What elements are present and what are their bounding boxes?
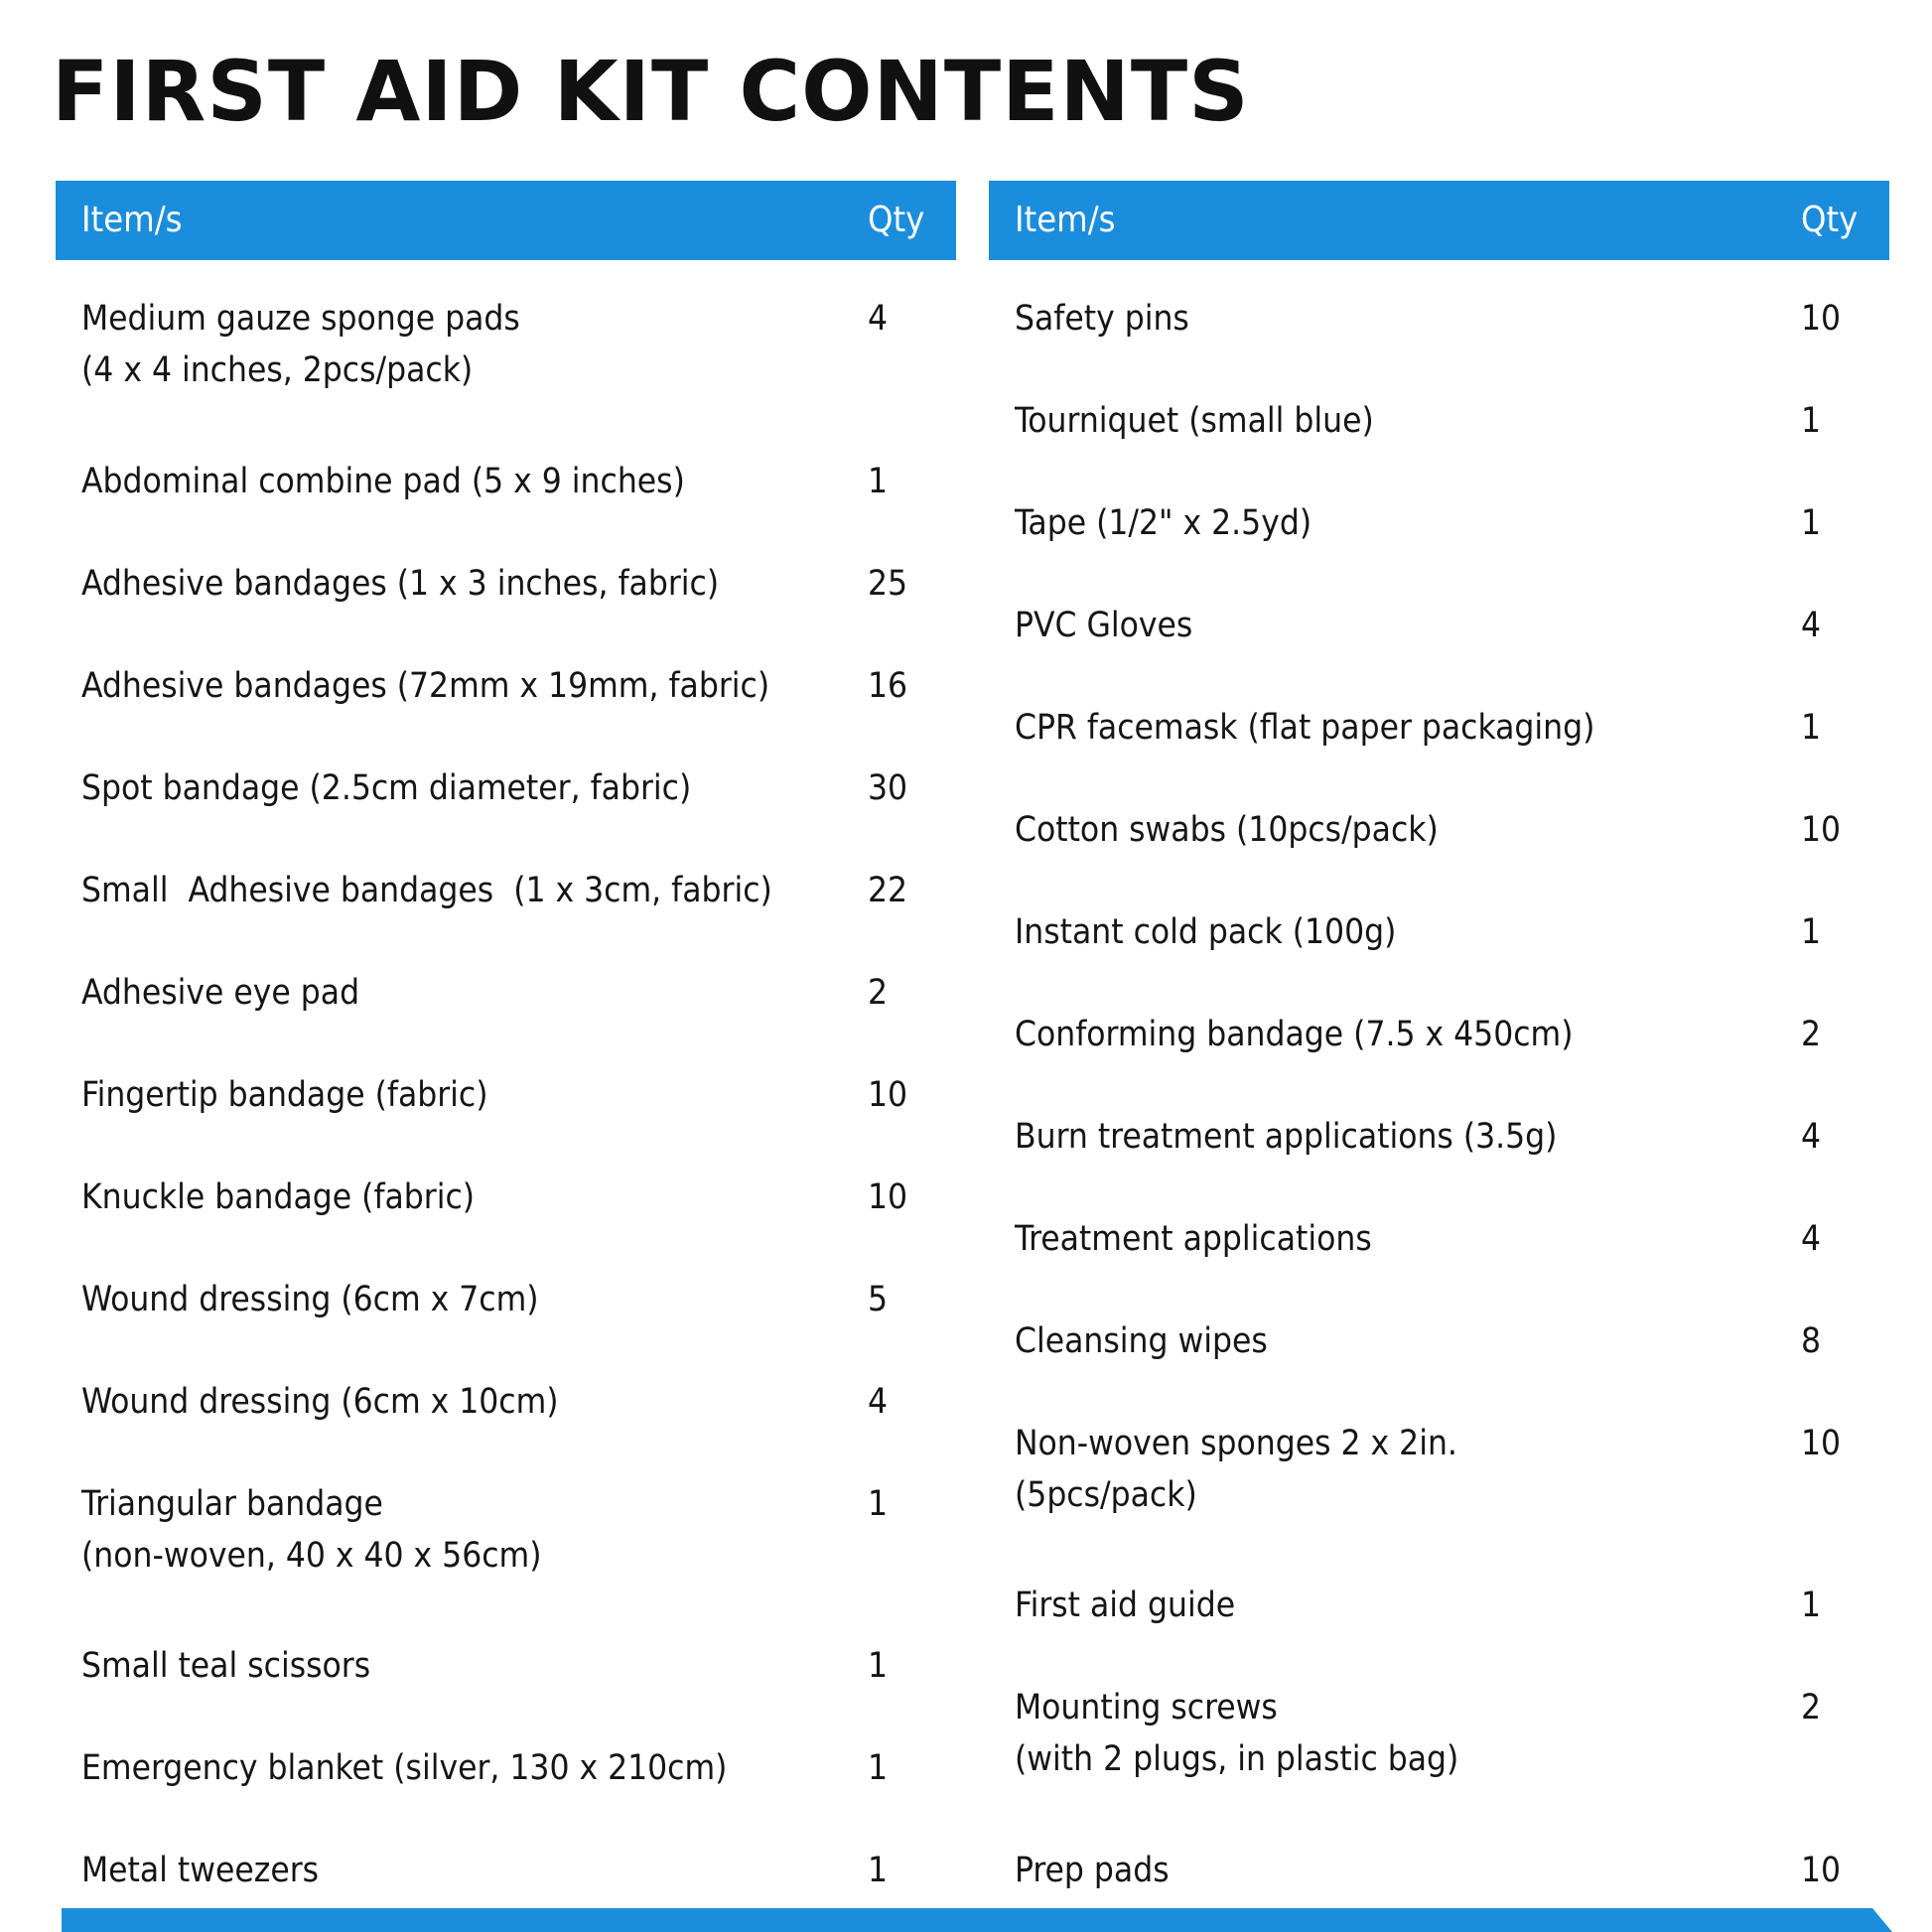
item-name: Tape (1/2" x 2.5yd) <box>1015 503 1312 543</box>
item-qty: 1 <box>868 1748 889 1788</box>
item-name: Metal tweezers <box>81 1851 320 1890</box>
item-qty: 10 <box>868 1177 908 1217</box>
item-name: Non-woven sponges 2 x 2in. (5pcs/pack) <box>1015 1424 1457 1515</box>
item-qty: 1 <box>1801 1586 1822 1625</box>
item-name: CPR facemask (flat paper packaging) <box>1015 708 1595 748</box>
kit-table-left <box>56 181 956 1890</box>
item-name: First aid guide <box>1015 1586 1236 1625</box>
item-qty: 4 <box>868 1382 889 1422</box>
item-name: Knuckle bandage (fabric) <box>81 1177 476 1217</box>
item-qty: 2 <box>868 973 889 1013</box>
item-name: Emergency blanket (silver, 130 x 210cm) <box>81 1748 728 1788</box>
item-name: Wound dressing (6cm x 10cm) <box>81 1382 559 1422</box>
item-name: Medium gauze sponge pads (4 x 4 inches, 2pcs/pack) <box>81 299 520 390</box>
column-header-item: Item/s <box>81 200 183 240</box>
column-header-qty: Qty <box>868 200 925 240</box>
item-name: Tourniquet (small blue) <box>1015 401 1374 441</box>
item-qty: 25 <box>868 564 908 604</box>
kit-table-right <box>989 181 1889 1890</box>
item-qty: 4 <box>1801 606 1822 645</box>
item-name: Abdominal combine pad (5 x 9 inches) <box>81 462 685 501</box>
page-title: FIRST AID KIT CONTENTS <box>52 43 1250 140</box>
item-qty: 1 <box>1801 912 1822 952</box>
item-qty: 30 <box>868 768 908 808</box>
item-name: Small teal scissors <box>81 1646 371 1686</box>
item-name: Cleansing wipes <box>1015 1321 1268 1361</box>
item-qty: 10 <box>868 1075 908 1115</box>
item-qty: 1 <box>868 1646 889 1686</box>
item-name: Burn treatment applications (3.5g) <box>1015 1117 1558 1157</box>
item-name: Adhesive bandages (1 x 3 inches, fabric) <box>81 564 720 604</box>
item-qty: 4 <box>1801 1219 1822 1259</box>
item-qty: 10 <box>1801 810 1842 850</box>
item-qty: 2 <box>1801 1688 1822 1727</box>
item-qty: 10 <box>1801 299 1842 339</box>
item-name: Wound dressing (6cm x 7cm) <box>81 1280 539 1319</box>
item-qty: 1 <box>868 1851 889 1890</box>
item-name: Safety pins <box>1015 299 1189 339</box>
footer-accent-bar <box>62 1908 1892 1932</box>
item-name: PVC Gloves <box>1015 606 1193 645</box>
item-name: Instant cold pack (100g) <box>1015 912 1397 952</box>
item-qty: 1 <box>868 462 889 501</box>
item-name: Treatment applications <box>1015 1219 1372 1259</box>
item-qty: 1 <box>1801 503 1822 543</box>
item-name: Prep pads <box>1015 1851 1170 1890</box>
item-qty: 16 <box>868 666 908 706</box>
item-name: Adhesive eye pad <box>81 973 360 1013</box>
column-header-qty: Qty <box>1801 200 1859 240</box>
item-qty: 22 <box>868 871 908 910</box>
item-name: Adhesive bandages (72mm x 19mm, fabric) <box>81 666 770 706</box>
item-qty: 1 <box>868 1484 889 1524</box>
item-name: Cotton swabs (10pcs/pack) <box>1015 810 1439 850</box>
item-name: Triangular bandage (non-woven, 40 x 40 x 56cm) <box>81 1484 542 1576</box>
item-qty: 8 <box>1801 1321 1822 1361</box>
item-name: Small Adhesive bandages (1 x 3cm, fabric) <box>81 871 772 910</box>
item-qty: 2 <box>1801 1015 1822 1054</box>
item-qty: 1 <box>1801 401 1822 441</box>
item-qty: 10 <box>1801 1424 1842 1463</box>
table-header <box>56 181 956 260</box>
item-qty: 1 <box>1801 708 1822 748</box>
item-name: Conforming bandage (7.5 x 450cm) <box>1015 1015 1574 1054</box>
item-name: Fingertip bandage (fabric) <box>81 1075 488 1115</box>
item-qty: 5 <box>868 1280 889 1319</box>
item-name: Spot bandage (2.5cm diameter, fabric) <box>81 768 692 808</box>
column-header-item: Item/s <box>1015 200 1116 240</box>
item-qty: 4 <box>1801 1117 1822 1157</box>
table-header <box>989 181 1889 260</box>
item-name: Mounting screws (with 2 plugs, in plastic bag) <box>1015 1688 1459 1779</box>
item-qty: 4 <box>868 299 889 339</box>
item-qty: 10 <box>1801 1851 1842 1890</box>
